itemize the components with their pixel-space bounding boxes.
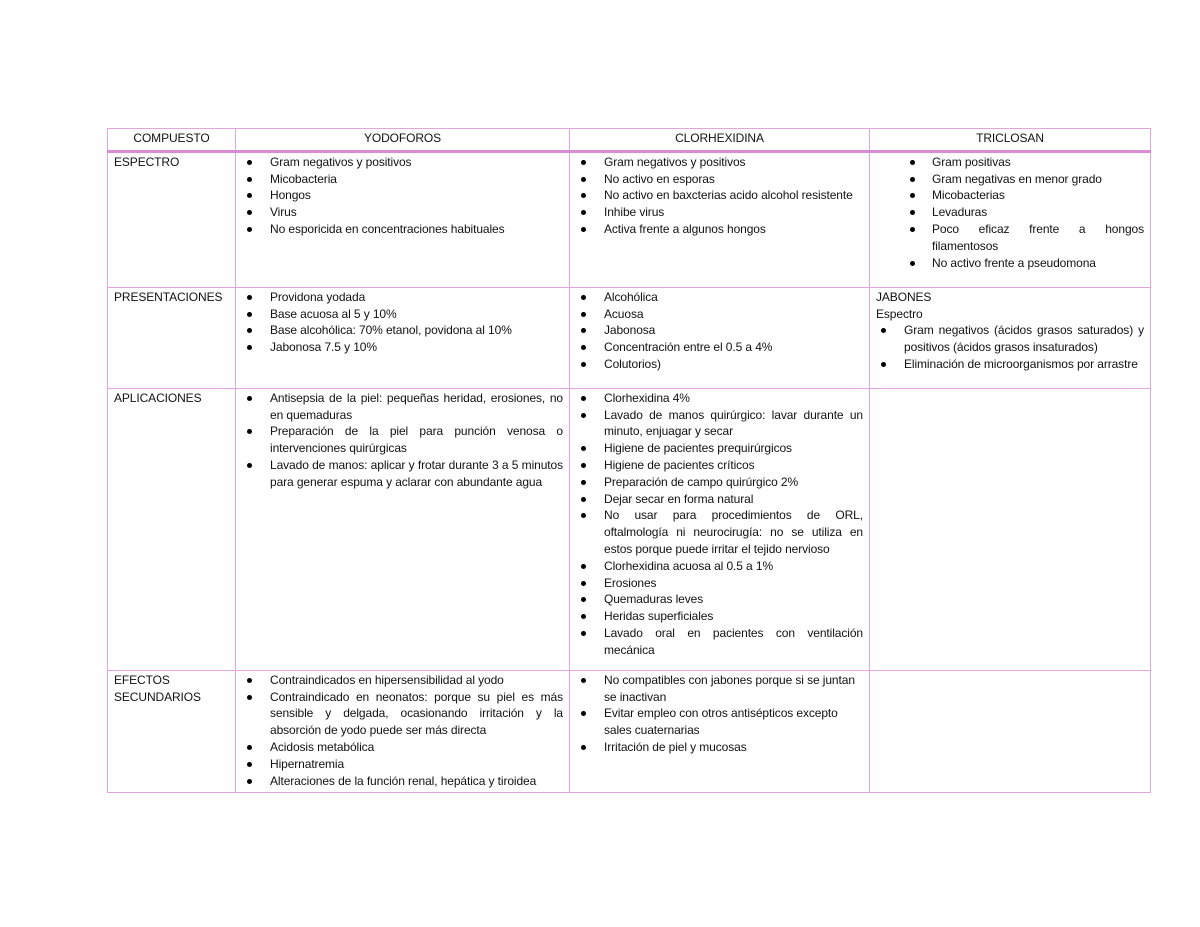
list-item: Micobacteria — [242, 171, 563, 188]
list-item: Antisepsia de la piel: pequeñas heridad, erosiones, no en quemaduras — [242, 390, 563, 424]
list-item: Jabonosa 7.5 y 10% — [242, 339, 563, 356]
bullet-list — [242, 672, 563, 790]
list-item: Lavado de manos quirúrgico: lavar durante un minuto, enjuagar y secar — [576, 407, 863, 441]
cell-presentaciones-clorhexidina — [570, 287, 870, 388]
list-item: Eliminación de microorganismos por arrastre — [876, 356, 1144, 373]
antiseptics-comparison-table — [107, 128, 1151, 793]
list-item: Activa frente a algunos hongos — [576, 221, 863, 238]
list-item: Higiene de pacientes prequirúrgicos — [576, 440, 863, 457]
list-item: Gram negativas en menor grado — [876, 171, 1144, 188]
header-yodoforos: YODOFOROS — [236, 129, 570, 152]
list-item: No activo en baxcterias acido alcohol resistente — [576, 187, 863, 204]
row-espectro — [108, 151, 1151, 287]
list-item: Quemaduras leves — [576, 591, 863, 608]
list-item: Jabonosa — [576, 322, 863, 339]
espectro-subheading: Espectro — [876, 306, 923, 321]
row-label-aplicaciones: APLICACIONES — [108, 388, 236, 670]
list-item: Clorhexidina acuosa al 0.5 a 1% — [576, 558, 863, 575]
list-item: Clorhexidina 4% — [576, 390, 863, 407]
list-item: Colutorios) — [576, 356, 863, 373]
list-item: Evitar empleo con otros antisépticos excepto sales cuaternarias — [576, 705, 863, 739]
list-item: Micobacterias — [876, 187, 1144, 204]
list-item: Acidosis metabólica — [242, 739, 563, 756]
list-item: Heridas superficiales — [576, 608, 863, 625]
header-clorhexidina: CLORHEXIDINA — [570, 129, 870, 152]
list-item: No usar para procedimientos de ORL, oftalmología ni neurocirugía: no se utiliza en estos porque puede irritar el tejido nervioso — [576, 507, 863, 557]
list-item: Irritación de piel y mucosas — [576, 739, 863, 756]
list-item: Gram negativos y positivos — [576, 154, 863, 171]
bullet-list — [242, 289, 563, 356]
bullet-list — [576, 154, 863, 238]
list-item: Contraindicados en hipersensibilidad al yodo — [242, 672, 563, 689]
list-item: Concentración entre el 0.5 a 4% — [576, 339, 863, 356]
list-item: Poco eficaz frente a hongos filamentosos — [876, 221, 1144, 255]
jabones-heading: JABONES — [876, 289, 932, 304]
list-item: Alteraciones de la función renal, hepática y tiroidea — [242, 773, 563, 790]
list-item: Dejar secar en forma natural — [576, 491, 863, 508]
list-item: No activo en esporas — [576, 171, 863, 188]
list-item: Levaduras — [876, 204, 1144, 221]
list-item: Preparación de campo quirúrgico 2% — [576, 474, 863, 491]
list-item: No esporicida en concentraciones habituales — [242, 221, 563, 238]
bullet-list — [876, 322, 1144, 372]
row-presentaciones — [108, 287, 1151, 388]
bullet-list — [242, 154, 563, 238]
list-item: Hipernatremia — [242, 756, 563, 773]
cell-efectos-yodoforos — [236, 670, 570, 793]
cell-efectos-clorhexidina — [570, 670, 870, 793]
list-item: Providona yodada — [242, 289, 563, 306]
header-row — [108, 129, 1151, 152]
cell-presentaciones-yodoforos — [236, 287, 570, 388]
list-item: Preparación de la piel para punción venosa o intervenciones quirúrgicas — [242, 423, 563, 457]
row-label-espectro: ESPECTRO — [108, 151, 236, 287]
row-efectos-secundarios — [108, 670, 1151, 793]
row-label-efectos-secundarios: EFECTOS SECUNDARIOS — [108, 670, 236, 793]
list-item: Lavado de manos: aplicar y frotar durante 3 a 5 minutos para generar espuma y aclarar con abundante agua — [242, 457, 563, 491]
cell-efectos-triclosan — [870, 670, 1151, 793]
list-item: No compatibles con jabones porque si se juntan se inactivan — [576, 672, 863, 706]
cell-espectro-clorhexidina — [570, 151, 870, 287]
list-item: Gram negativos y positivos — [242, 154, 563, 171]
header-triclosan: TRICLOSAN — [870, 129, 1151, 152]
bullet-list — [576, 390, 863, 659]
list-item: Erosiones — [576, 575, 863, 592]
bullet-list — [242, 390, 563, 491]
bullet-list — [876, 154, 1144, 272]
list-item: Higiene de pacientes críticos — [576, 457, 863, 474]
cell-espectro-triclosan — [870, 151, 1151, 287]
list-item: Acuosa — [576, 306, 863, 323]
bullet-list — [576, 672, 863, 756]
list-item: Lavado oral en pacientes con ventilación mecánica — [576, 625, 863, 659]
list-item: No activo frente a pseudomona — [876, 255, 1144, 272]
list-item: Base acuosa al 5 y 10% — [242, 306, 563, 323]
cell-presentaciones-triclosan — [870, 287, 1151, 388]
list-item: Gram positivas — [876, 154, 1144, 171]
list-item: Base alcohólica: 70% etanol, povidona al 10% — [242, 322, 563, 339]
row-label-presentaciones: PRESENTACIONES — [108, 287, 236, 388]
list-item: Gram negativos (ácidos grasos saturados) y positivos (ácidos grasos insaturados) — [876, 322, 1144, 356]
header-compuesto: COMPUESTO — [108, 129, 236, 152]
list-item: Contraindicado en neonatos: porque su piel es más sensible y delgada, ocasionando irritación y la absorción de yodo puede ser más directa — [242, 689, 563, 739]
bullet-list — [576, 289, 863, 373]
list-item: Virus — [242, 204, 563, 221]
cell-espectro-yodoforos — [236, 151, 570, 287]
list-item: Inhibe virus — [576, 204, 863, 221]
list-item: Hongos — [242, 187, 563, 204]
list-item: Alcohólica — [576, 289, 863, 306]
cell-aplicaciones-triclosan — [870, 388, 1151, 670]
cell-aplicaciones-yodoforos — [236, 388, 570, 670]
row-aplicaciones — [108, 388, 1151, 670]
cell-aplicaciones-clorhexidina — [570, 388, 870, 670]
